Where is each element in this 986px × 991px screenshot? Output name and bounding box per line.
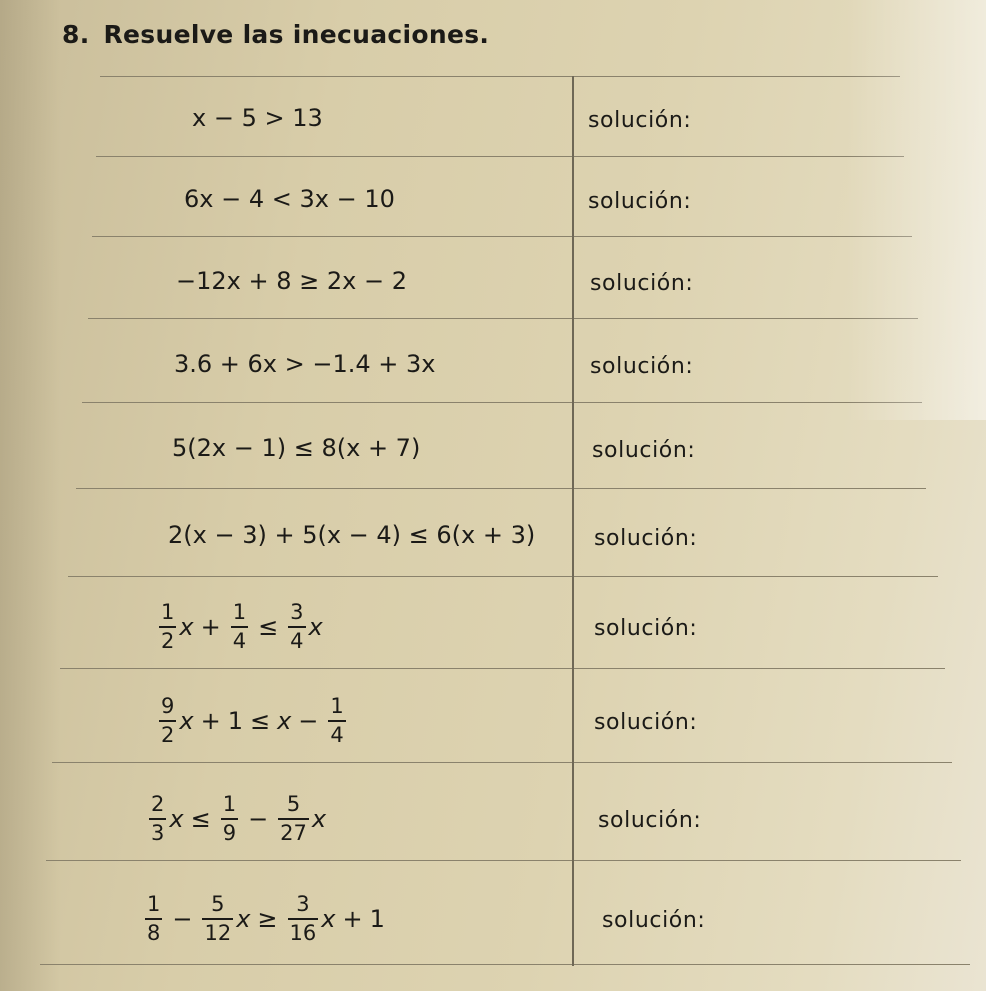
exercise-heading — [62, 20, 489, 49]
inequality-2: 6x − 4 < 3x − 10 — [184, 185, 395, 213]
exercise-number: 8. — [62, 20, 90, 49]
inequalities-table — [0, 76, 986, 991]
solution-label-2: solución: — [588, 189, 692, 214]
solution-label-9: solución: — [598, 808, 702, 833]
fraction: $\frac{1}{9}$ — [222, 792, 237, 845]
inequality-3: −12x + 8 ≥ 2x − 2 — [176, 267, 407, 295]
solution-label-10: solución: — [602, 908, 706, 933]
inequality-5: 5(2x − 1) ≤ 8(x + 7) — [172, 434, 421, 462]
table-rule — [40, 964, 970, 965]
solution-label-6: solución: — [594, 526, 698, 551]
inequality-1: x − 5 > 13 — [192, 104, 323, 132]
fraction: $\frac{1}{4}$ — [330, 694, 344, 747]
fraction: $\frac{2}{3}$ — [151, 792, 165, 845]
fraction: $\frac{1}{2}$ — [161, 600, 175, 653]
inequality-6: 2(x − 3) + 5(x − 4) ≤ 6(x + 3) — [168, 521, 536, 549]
inequality-10: $\frac{1}{8}$ − $\frac{5}{12}$ x ≥ $\frac{3}{16}$ x + 1 — [147, 892, 385, 945]
solution-label-5: solución: — [592, 438, 696, 463]
table-rule — [88, 318, 918, 319]
solution-label-1: solución: — [588, 108, 692, 133]
inequality-8: $\frac{9}{2}$ x + 1 ≤ x − $\frac{1}{4}$ — [161, 694, 344, 747]
solution-label-4: solución: — [590, 354, 694, 379]
table-rule — [76, 488, 926, 489]
solution-label-3: solución: — [590, 271, 694, 296]
table-rule — [68, 576, 938, 577]
fraction: $\frac{5}{12}$ — [204, 892, 232, 945]
table-rule — [60, 668, 945, 669]
inequality-9: $\frac{2}{3}$ x ≤ $\frac{1}{9}$ − $\frac{5}{27}$ x — [151, 792, 327, 845]
column-divider — [572, 76, 574, 966]
table-rule — [96, 156, 904, 157]
solution-label-8: solución: — [594, 710, 698, 735]
fraction: $\frac{1}{4}$ — [232, 600, 247, 653]
inequality-4: 3.6 + 6x > −1.4 + 3x — [174, 350, 436, 378]
fraction: $\frac{3}{16}$ — [289, 892, 317, 945]
table-rule — [52, 762, 952, 763]
fraction: $\frac{9}{2}$ — [161, 694, 175, 747]
fraction: $\frac{3}{4}$ — [290, 600, 304, 653]
exercise-instruction: Resuelve las inecuaciones. — [103, 20, 490, 49]
inequality-7: $\frac{1}{2}$ x + $\frac{1}{4}$ ≤ $\frac{3}{4}$ x — [161, 600, 323, 653]
table-rule — [46, 860, 961, 861]
fraction: $\frac{1}{8}$ — [147, 892, 161, 945]
solution-label-7: solución: — [594, 616, 698, 641]
table-rule — [82, 402, 922, 403]
table-rule — [100, 76, 900, 77]
table-rule — [92, 236, 912, 237]
fraction: $\frac{5}{27}$ — [280, 792, 307, 845]
